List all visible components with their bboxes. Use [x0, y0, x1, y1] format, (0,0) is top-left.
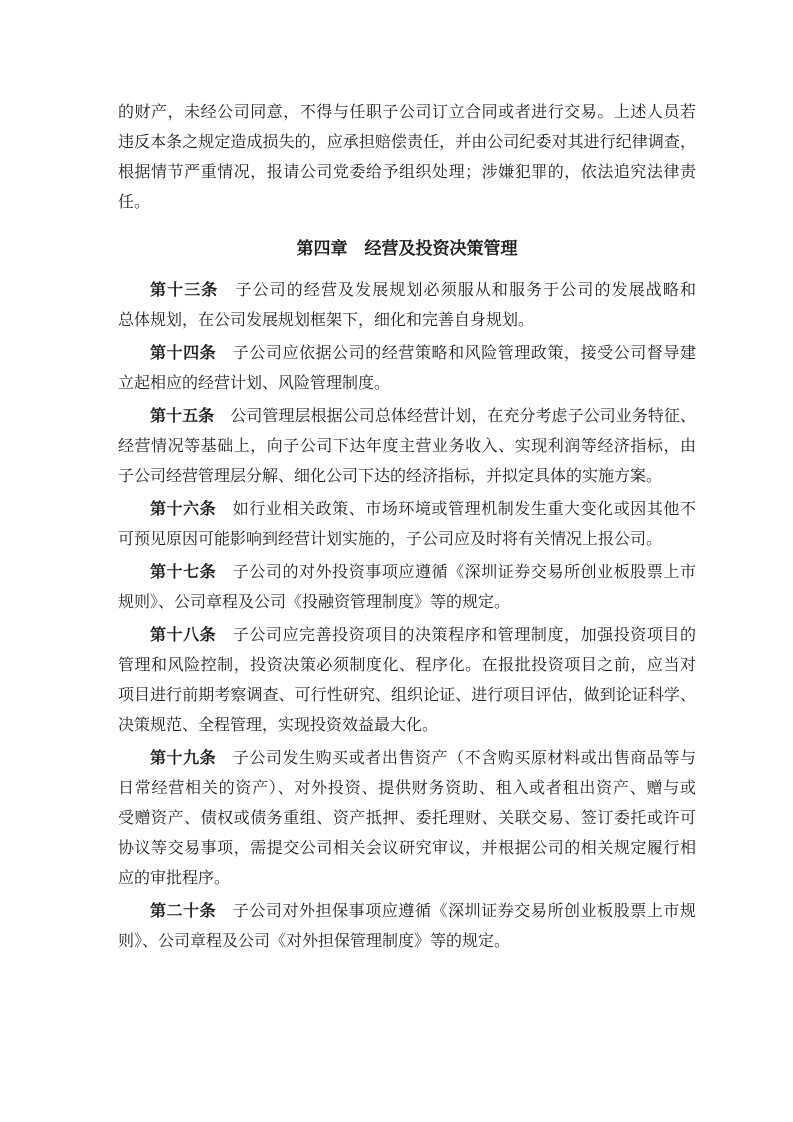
article-number: 第二十条: [150, 901, 217, 920]
text-line: 管理和风险控制，投资决策必须制度化、程序化。在报批投资项目之前，应当对: [118, 655, 696, 674]
text-line: 违反本条之规定造成损失的，应承担赔偿责任，并由公司纪委对其进行纪律调查，: [118, 132, 696, 151]
article-19-paragraph: [118, 743, 696, 893]
text-line: 规则》、公司章程及公司《投融资管理制度》等的规定。: [118, 592, 511, 611]
text-line: 日常经营相关的资产）、对外投资、提供财务资助、租入或者租出资产、赠与或: [118, 778, 696, 797]
article-first-text: 子公司对外担保事项应遵循《深圳证券交易所创业板股票上市规: [216, 901, 696, 920]
text-line: 任。: [118, 192, 151, 211]
text-line: 总体规划，在公司发展规划框架下，细化和完善自身规划。: [118, 310, 535, 329]
article-number: 第十六条: [150, 499, 217, 518]
article-17-paragraph: [118, 557, 696, 617]
article-number: 第十八条: [150, 625, 217, 644]
text-line: 项目进行前期考察调查、可行性研究、组织论证、进行项目评估，做到论证科学、: [118, 685, 696, 704]
article-number: 第十四条: [150, 343, 217, 362]
text-line: 立起相应的经营计划、风险管理制度。: [118, 373, 391, 392]
article-first-text: 公司管理层根据公司总体经营计划，在充分考虑子公司业务特征、: [214, 406, 696, 425]
text-line: [118, 557, 696, 587]
text-line: 根据情节严重情况，报请公司党委给予组织处理；涉嫌犯罪的，依法追究法律责: [118, 162, 696, 181]
text-line: 应的审批程序。: [118, 868, 231, 887]
article-first-text: 子公司应完善投资项目的决策程序和管理制度，加强投资项目的: [216, 625, 696, 644]
article-first-text: 子公司的对外投资事项应遵循《深圳证券交易所创业板股票上市: [216, 562, 696, 581]
article-first-text: 子公司的经营及发展规划必须服从和服务于公司的发展战略和: [218, 280, 696, 299]
text-line: 决策规范、全程管理，实现投资效益最大化。: [118, 715, 439, 734]
article-13-paragraph: [118, 275, 696, 335]
text-line: [118, 338, 696, 368]
text-line: 的财产，未经公司同意，不得与任职子公司订立合同或者进行交易。上述人员若: [118, 102, 696, 121]
article-14-paragraph: [118, 338, 696, 398]
text-line: 可预见原因可能影响到经营计划实施的，子公司应及时将有关情况上报公司。: [118, 529, 663, 548]
text-line: [118, 275, 696, 305]
text-line: 子公司经营管理层分解、细化公司下达的经济指标，并拟定具体的实施方案。: [118, 466, 663, 485]
article-first-text: 如行业相关政策、市场环境或管理机制发生重大变化或因其他不: [216, 499, 696, 518]
paragraph-continuation: [118, 97, 696, 217]
article-number: 第十五条: [150, 406, 215, 425]
article-16-paragraph: [118, 494, 696, 554]
article-20-paragraph: [118, 896, 696, 956]
text-line: [118, 743, 696, 773]
text-line: [118, 896, 696, 926]
text-line: [118, 620, 696, 650]
text-line: 经营情况等基础上，向子公司下达年度主营业务收入、实现利润等经济指标，由: [118, 436, 696, 455]
article-first-text: 子公司应依据公司的经营策略和风险管理政策，接受公司督导建: [216, 343, 696, 362]
article-number: 第十九条: [150, 748, 217, 767]
article-number: 第十七条: [150, 562, 217, 581]
text-line: 协议等交易事项，需提交公司相关会议研究审议，并根据公司的相关规定履行相: [118, 838, 696, 857]
text-line: 受赠资产、债权或债务重组、资产抵押、委托理财、关联交易、签订委托或许可: [118, 808, 696, 827]
article-18-paragraph: [118, 620, 696, 740]
article-number: 第十三条: [150, 280, 219, 299]
text-line: 则》、公司章程及公司《对外担保管理制度》等的规定。: [118, 931, 511, 950]
text-line: [118, 401, 696, 431]
article-15-paragraph: [118, 401, 696, 491]
text-line: [118, 494, 696, 524]
chapter-heading: 第四章 经营及投资决策管理: [296, 239, 518, 259]
article-first-text: 子公司发生购买或者出售资产（不含购买原材料或出售商品等与: [216, 748, 696, 767]
